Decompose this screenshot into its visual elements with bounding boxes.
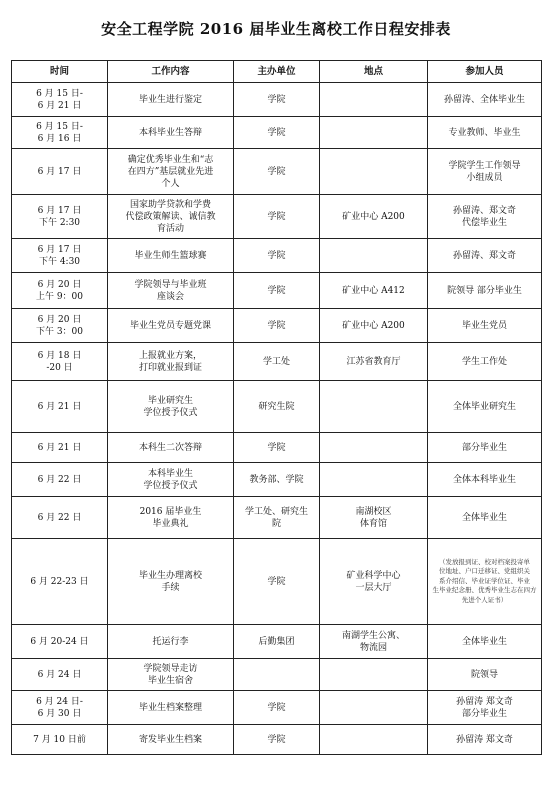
cell-time — [12, 625, 108, 659]
cell-people-line: 毕业生党员 — [461, 320, 507, 331]
header-location: 地点 — [320, 61, 428, 83]
page-title: 安全工程学院 2016 届毕业生离校工作日程安排表 — [101, 20, 451, 38]
cell-location — [320, 343, 428, 381]
cell-dept-line: 学工处、研究生 — [244, 506, 308, 517]
cell-people-line: 全体毕业生 — [461, 636, 507, 647]
cell-time — [12, 149, 108, 195]
table-row — [12, 149, 542, 195]
header-content: 工作内容 — [108, 61, 234, 83]
cell-time-line: -20 日 — [46, 362, 73, 373]
cell-people-line: 生毕业纪念册、优秀毕业生志在四方 — [432, 586, 537, 595]
cell-dept — [234, 343, 320, 381]
header-people: 参加人员 — [428, 61, 542, 83]
cell-location — [320, 625, 428, 659]
cell-content-line: 座谈会 — [156, 291, 184, 302]
cell-time-line: 6 月 20 日 — [37, 314, 82, 325]
cell-dept-line: 学院 — [267, 211, 286, 222]
cell-dept — [234, 659, 320, 691]
cell-people-line: 学院学生工作领导 — [448, 160, 521, 171]
cell-people — [428, 463, 542, 497]
cell-people — [428, 381, 542, 433]
cell-time-line: 6 月 15 日- — [36, 121, 83, 132]
cell-content — [108, 691, 234, 725]
cell-location — [320, 273, 428, 309]
cell-location — [320, 659, 428, 691]
header-time: 时间 — [12, 61, 108, 83]
cell-time-line: 6 月 22 日 — [37, 512, 82, 523]
cell-people — [428, 309, 542, 343]
cell-time — [12, 83, 108, 117]
cell-content-line: 毕业研究生 — [147, 395, 193, 406]
cell-time — [12, 497, 108, 539]
table-header-row — [12, 61, 542, 83]
cell-dept — [234, 239, 320, 273]
cell-content — [108, 381, 234, 433]
cell-location-line: 体育馆 — [359, 518, 387, 529]
cell-people — [428, 83, 542, 117]
cell-location-line: 南湖学生公寓、 — [341, 630, 405, 641]
table-row — [12, 83, 542, 117]
cell-people-line: 先进个人证书） — [461, 595, 508, 604]
cell-content-line: 本科毕业生 — [147, 468, 193, 479]
cell-location — [320, 433, 428, 463]
cell-people-line: 孙留涛、全体毕业生 — [443, 94, 525, 105]
table-row — [12, 239, 542, 273]
cell-people-line: 院领导 部分毕业生 — [447, 285, 522, 296]
cell-content — [108, 539, 234, 625]
cell-dept — [234, 463, 320, 497]
cell-content — [108, 117, 234, 149]
cell-content-line: 代偿政策解读、诚信教 — [125, 211, 216, 222]
cell-dept-line: 学院 — [267, 166, 286, 177]
cell-people-line: 专业教师、毕业生 — [448, 127, 521, 138]
cell-time — [12, 195, 108, 239]
cell-dept — [234, 625, 320, 659]
cell-time — [12, 725, 108, 755]
cell-time-line: 6 月 21 日 — [37, 442, 82, 453]
cell-location-line: 矿业中心 A412 — [342, 285, 405, 296]
cell-people-line: 位地址、户口迁移证、党组织关 — [439, 567, 530, 576]
cell-people-line: 全体毕业生 — [461, 512, 507, 523]
cell-time-line: 6 月 17 日 — [37, 244, 82, 255]
cell-people-line: 系介绍信、毕业证学位证、毕业 — [439, 576, 530, 585]
cell-people-line: （发放报到证、校对档案投寄单 — [439, 557, 530, 566]
cell-people-line: 部分毕业生 — [461, 708, 507, 719]
cell-location — [320, 725, 428, 755]
cell-time-line: 6 月 22-23 日 — [30, 576, 89, 587]
cell-dept — [234, 117, 320, 149]
cell-location-line: 物流园 — [359, 642, 387, 653]
cell-time-line: 6 月 18 日 — [37, 350, 82, 361]
cell-dept-line: 学院 — [267, 442, 286, 453]
cell-location-line: 矿业中心 A200 — [342, 320, 405, 331]
cell-dept — [234, 309, 320, 343]
cell-content-line: 学位授予仪式 — [143, 480, 198, 491]
cell-people — [428, 539, 542, 625]
table-row — [12, 195, 542, 239]
table-row — [12, 497, 542, 539]
cell-content-line: 学位授予仪式 — [143, 407, 198, 418]
cell-people-line: 孙留涛 郑文奇 — [456, 734, 513, 745]
cell-people — [428, 195, 542, 239]
cell-location-line: 矿业科学中心 — [346, 570, 401, 581]
cell-people-line: 全体本科毕业生 — [452, 474, 516, 485]
cell-people-line: 院领导 — [470, 669, 498, 680]
cell-content-line: 打印就业报到证 — [138, 362, 202, 373]
cell-people — [428, 497, 542, 539]
table-body — [12, 83, 542, 755]
table-row — [12, 463, 542, 497]
table-row — [12, 539, 542, 625]
cell-time-line: 6 月 20-24 日 — [30, 636, 89, 647]
cell-content-line: 确定优秀毕业生和“志 — [127, 154, 214, 165]
table-row — [12, 691, 542, 725]
cell-dept-line: 教务部、学院 — [249, 474, 304, 485]
cell-location-line: 江苏省教育厅 — [346, 356, 401, 367]
cell-location — [320, 539, 428, 625]
cell-time — [12, 539, 108, 625]
cell-content-line: 国家助学贷款和学费 — [129, 199, 211, 210]
cell-content-line: 毕业生进行鉴定 — [138, 94, 202, 105]
cell-location — [320, 691, 428, 725]
cell-content — [108, 725, 234, 755]
cell-content-line: 学院领导与毕业班 — [134, 279, 207, 290]
cell-people — [428, 273, 542, 309]
cell-time-line: 7 月 10 日前 — [33, 734, 86, 745]
cell-dept-line: 学院 — [267, 285, 286, 296]
cell-time — [12, 463, 108, 497]
cell-location — [320, 497, 428, 539]
cell-content-line: 上报就业方案， — [138, 350, 202, 361]
cell-time — [12, 659, 108, 691]
cell-dept-line: 学院 — [267, 94, 286, 105]
cell-people-line: 学生工作处 — [461, 356, 507, 367]
cell-dept-line: 后勤集团 — [258, 636, 295, 647]
cell-dept — [234, 83, 320, 117]
cell-people-line: 全体毕业研究生 — [452, 401, 516, 412]
cell-content — [108, 497, 234, 539]
table-row — [12, 273, 542, 309]
table-row — [12, 433, 542, 463]
cell-content-line: 寄发毕业生档案 — [138, 734, 202, 745]
cell-time-line: 6 月 17 日 — [37, 166, 82, 177]
cell-people — [428, 343, 542, 381]
cell-content — [108, 273, 234, 309]
cell-dept — [234, 433, 320, 463]
header-dept: 主办单位 — [234, 61, 320, 83]
cell-location — [320, 463, 428, 497]
cell-content-line: 毕业生办理离校 — [138, 570, 202, 581]
cell-content-line: 毕业生党员专题党课 — [129, 320, 211, 331]
cell-dept — [234, 691, 320, 725]
cell-content — [108, 659, 234, 691]
cell-time-line: 6 月 24 日 — [37, 669, 82, 680]
cell-content — [108, 433, 234, 463]
cell-time-line: 6 月 16 日 — [37, 133, 82, 144]
cell-location — [320, 195, 428, 239]
cell-people-line: 部分毕业生 — [461, 442, 507, 453]
cell-content — [108, 195, 234, 239]
cell-dept-line: 学院 — [267, 320, 286, 331]
cell-dept-line: 院 — [271, 518, 281, 529]
cell-location — [320, 149, 428, 195]
cell-dept-line: 学工处 — [262, 356, 290, 367]
cell-time-line: 6 月 21 日 — [37, 100, 82, 111]
cell-location-line: 一层大厅 — [355, 582, 392, 593]
cell-time-line: 6 月 22 日 — [37, 474, 82, 485]
cell-people-line: 代偿毕业生 — [461, 217, 507, 228]
table-row — [12, 381, 542, 433]
cell-content-line: 学院领导走访 — [143, 663, 198, 674]
cell-location — [320, 309, 428, 343]
cell-content-line: 在四方”基层就业先进 — [127, 166, 214, 177]
cell-dept — [234, 273, 320, 309]
cell-people — [428, 725, 542, 755]
cell-dept — [234, 381, 320, 433]
cell-dept-line: 学院 — [267, 702, 286, 713]
table-row — [12, 725, 542, 755]
cell-time-line: 6 月 24 日- — [36, 696, 83, 707]
cell-time — [12, 309, 108, 343]
cell-dept — [234, 725, 320, 755]
cell-content-line: 个人 — [161, 178, 180, 189]
cell-time-line: 6 月 21 日 — [37, 401, 82, 412]
cell-content — [108, 625, 234, 659]
cell-time-line: 下午 4:30 — [38, 256, 81, 267]
cell-people — [428, 149, 542, 195]
table-row — [12, 625, 542, 659]
cell-dept-line: 学院 — [267, 734, 286, 745]
cell-time-line: 下午 2:30 — [38, 217, 81, 228]
cell-dept — [234, 195, 320, 239]
cell-people — [428, 625, 542, 659]
cell-time-line: 6 月 15 日- — [36, 88, 83, 99]
cell-content-line: 2016 届毕业生 — [139, 506, 202, 517]
cell-content — [108, 83, 234, 117]
cell-content — [108, 149, 234, 195]
cell-content-line: 毕业生师生篮球赛 — [134, 250, 207, 261]
cell-time — [12, 239, 108, 273]
cell-time — [12, 117, 108, 149]
cell-content-line: 毕业生宿舍 — [147, 675, 193, 686]
cell-content — [108, 463, 234, 497]
cell-content — [108, 239, 234, 273]
cell-content-line: 本科毕业生答辩 — [138, 127, 202, 138]
cell-people-line: 孙留涛 郑文奇 — [456, 696, 513, 707]
cell-time — [12, 381, 108, 433]
cell-people — [428, 659, 542, 691]
cell-location — [320, 239, 428, 273]
cell-location-line: 矿业中心 A200 — [342, 211, 405, 222]
table-row — [12, 659, 542, 691]
cell-location-line: 南湖校区 — [355, 506, 392, 517]
cell-people — [428, 239, 542, 273]
cell-time — [12, 343, 108, 381]
cell-time-line: 6 月 30 日 — [37, 708, 82, 719]
cell-dept-line: 学院 — [267, 127, 286, 138]
cell-content-line: 育活动 — [156, 223, 184, 234]
cell-time — [12, 273, 108, 309]
cell-content-line: 毕业典礼 — [152, 518, 189, 529]
cell-people — [428, 433, 542, 463]
cell-dept — [234, 149, 320, 195]
cell-content-line: 托运行李 — [152, 636, 189, 647]
cell-time — [12, 433, 108, 463]
cell-people-line: 小组成员 — [466, 172, 503, 183]
cell-dept-line: 学院 — [267, 576, 286, 587]
cell-dept — [234, 497, 320, 539]
cell-dept — [234, 539, 320, 625]
cell-time-line: 6 月 20 日 — [37, 279, 82, 290]
cell-content-line: 毕业生档案整理 — [138, 702, 202, 713]
cell-content — [108, 343, 234, 381]
cell-people-line: 孙留涛、郑文奇 — [452, 250, 516, 261]
cell-people — [428, 691, 542, 725]
table-row — [12, 309, 542, 343]
cell-people-line: 孙留涛、郑文奇 — [452, 205, 516, 216]
table-row — [12, 343, 542, 381]
table-row — [12, 117, 542, 149]
cell-content-line: 手续 — [161, 582, 180, 593]
cell-time-line: 6 月 17 日 — [37, 205, 82, 216]
cell-location — [320, 117, 428, 149]
cell-time-line: 下午 3：00 — [35, 326, 84, 337]
cell-location — [320, 83, 428, 117]
cell-content — [108, 309, 234, 343]
schedule-table — [11, 60, 542, 755]
cell-dept-line: 研究生院 — [258, 401, 295, 412]
cell-content-line: 本科生二次答辩 — [138, 442, 202, 453]
cell-people — [428, 117, 542, 149]
cell-location — [320, 381, 428, 433]
cell-time-line: 上午 9：00 — [35, 291, 84, 302]
cell-dept-line: 学院 — [267, 250, 286, 261]
cell-time — [12, 691, 108, 725]
